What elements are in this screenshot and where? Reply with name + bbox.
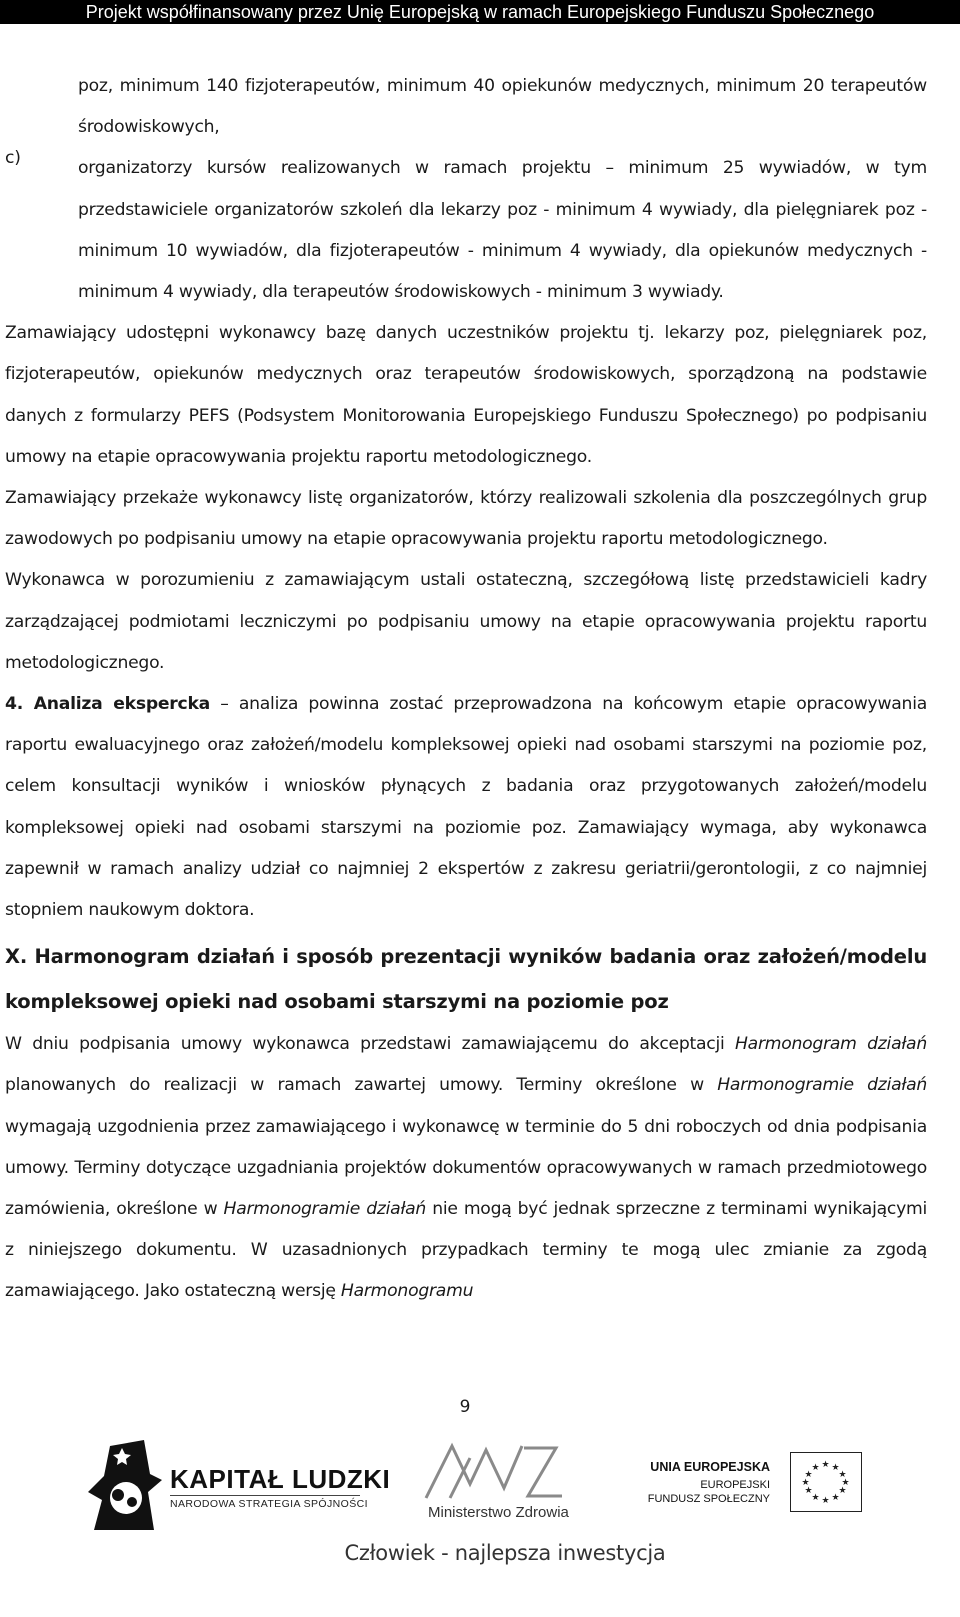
svg-text:★: ★ <box>831 1493 840 1503</box>
svg-text:★: ★ <box>804 1470 813 1480</box>
footer-motto: Człowiek - najlepsza inwestycja <box>344 1541 666 1565</box>
svg-text:★: ★ <box>838 1470 847 1480</box>
eu-social-fund-logo <box>647 1452 870 1522</box>
schedule-term-4: Harmonogramu <box>340 1281 474 1302</box>
section-heading-x: X. Harmonogram działań i sposób prezentacji wyników badania oraz założeń/modelu kompleksowej opieki nad osobami starszymi na poziomie poz <box>5 945 927 1014</box>
ministerstwo-zdrowia-emblem-icon <box>420 1440 570 1500</box>
list-item-c <box>5 148 927 313</box>
kapital-ludzki-subtitle: NARODOWA STRATEGIA SPÓJNOŚCI <box>170 1498 368 1510</box>
svg-text:★: ★ <box>804 1486 813 1496</box>
svg-text:★: ★ <box>831 1463 840 1473</box>
eu-subtitle <box>648 1478 770 1506</box>
schedule-text-3: wymagają uzgodnienia przez zamawiającego i wykonawcę w terminie do 5 dni roboczych od dnia podpisania umowy. Terminy dotyczące uzgadniania projektów dokumentów opracowywanych w ramach przedmiotowego zamówienia, określone w <box>5 1116 927 1220</box>
schedule-term-1: Harmonogram działań <box>734 1034 927 1055</box>
svg-text:★: ★ <box>811 1493 820 1503</box>
list-item-c-text: organizatorzy kursów realizowanych w ramach projektu – minimum 25 wywiadów, w tym przedstawiciele organizatorów szkoleń dla lekarzy poz - minimum 4 wywiady, dla pielęgniarek poz - minimum 10 wywiadów, dla fizjoterapeutów - minimum 4 wywiady, dla opiekunów medycznych - minimum 4 wywiady, dla terapeutów środowiskowych - minimum 3 wywiady. <box>78 158 927 303</box>
page-number: 9 <box>459 1397 471 1417</box>
paragraph-organizers-list: Zamawiający przekaże wykonawcy listę organizatorów, którzy realizowali szkolenia dla poszczególnych grup zawodowych po podpisaniu umowy na etapie opracowywania projektu raportu metodologicznego. <box>5 488 927 550</box>
eu-title: UNIA EUROPEJSKA <box>650 1460 770 1474</box>
schedule-text-1: W dniu podpisania umowy wykonawca przedstawi zamawiającemu do akceptacji <box>5 1034 735 1055</box>
svg-text:★: ★ <box>811 1463 820 1473</box>
schedule-text-2: planowanych do realizacji w ramach zawartej umowy. Terminy określone w <box>5 1075 718 1096</box>
eu-subtitle-line-2: FUNDUSZ SPOŁECZNY <box>647 1493 770 1505</box>
svg-text:★: ★ <box>838 1486 847 1496</box>
document-body <box>5 66 927 1313</box>
paragraph-schedule <box>5 1024 927 1312</box>
list-marker-c: c) <box>5 148 21 169</box>
svg-text:★: ★ <box>801 1478 810 1488</box>
kapital-ludzki-emblem-icon <box>88 1440 164 1530</box>
kapital-ludzki-logo <box>88 1440 391 1530</box>
section-4-text: – analiza powinna zostać przeprowadzona na końcowym etapie opracowywania raportu ewaluacyjnego oraz założeń/modelu kompleksowej opieki nad osobami starszymi na poziomie poz, celem konsultacji wyników i wniosków płynących z badania oraz przygotowanych założeń/modelu kompleksowej opieki nad osobami starszymi na poziomie poz. Zamawiający wymaga, aby wykonawca zapewnił w ramach analizy udział co najmniej 2 ekspertów z zakresu geriatrii/gerontologii, z co najmniej stopniem naukowym doktora. <box>5 694 928 921</box>
eu-flag-icon <box>790 1452 862 1512</box>
ministerstwo-zdrowia-label: Ministerstwo Zdrowia <box>428 1504 569 1521</box>
paragraph-database: Zamawiający udostępni wykonawcy bazę danych uczestników projektu tj. lekarzy poz, pielęgniarek poz, fizjoterapeutów, opiekunów medycznych oraz terapeutów środowiskowych, sporządzoną na podstawie danych z formularzy PEFS (Podsystem Monitorowania Europejskiego Funduszu Społecznego) po podpisaniu umowy na etapie opracowywania projektu raportu metodologicznego. <box>5 323 927 467</box>
header-banner <box>0 0 960 24</box>
section-4-label: 4. Analiza ekspercka <box>5 694 211 715</box>
svg-text:★: ★ <box>841 1478 850 1488</box>
schedule-text-4: nie mogą być jednak sprzeczne z terminami wynikającymi z niniejszego dokumentu. W uzasadnionych przypadkach terminy te mogą ulec zmianie za zgodą zamawiającego. Jako ostateczną wersję <box>5 1199 928 1302</box>
paragraph-management-list: Wykonawca w porozumieniu z zamawiającym ustali ostateczną, szczegółową listę przedstawicieli kadry zarządzającej podmiotami leczniczymi po podpisaniu umowy na etapie opracowywania projektu raportu metodologicznego. <box>5 570 927 673</box>
svg-text:★: ★ <box>821 1496 830 1506</box>
kapital-ludzki-divider <box>170 1495 360 1496</box>
schedule-term-2: Harmonogramie działań <box>717 1075 927 1096</box>
footer-logos <box>0 1432 960 1552</box>
header-text: Projekt współfinansowany przez Unię Europejską w ramach Europejskiego Funduszu Społecznego <box>85 2 875 22</box>
list-item-b-continuation: poz, minimum 140 fizjoterapeutów, minimum 40 opiekunów medycznych, minimum 20 terapeutów środowiskowych, <box>78 76 927 138</box>
kapital-ludzki-title: KAPITAŁ LUDZKI <box>170 1464 391 1494</box>
svg-text:★: ★ <box>821 1460 830 1470</box>
paragraph-expert-analysis <box>5 684 927 931</box>
schedule-term-3: Harmonogramie działań <box>223 1199 427 1220</box>
ministerstwo-zdrowia-logo <box>420 1440 580 1530</box>
eu-subtitle-line-1: EUROPEJSKI <box>700 1479 770 1491</box>
